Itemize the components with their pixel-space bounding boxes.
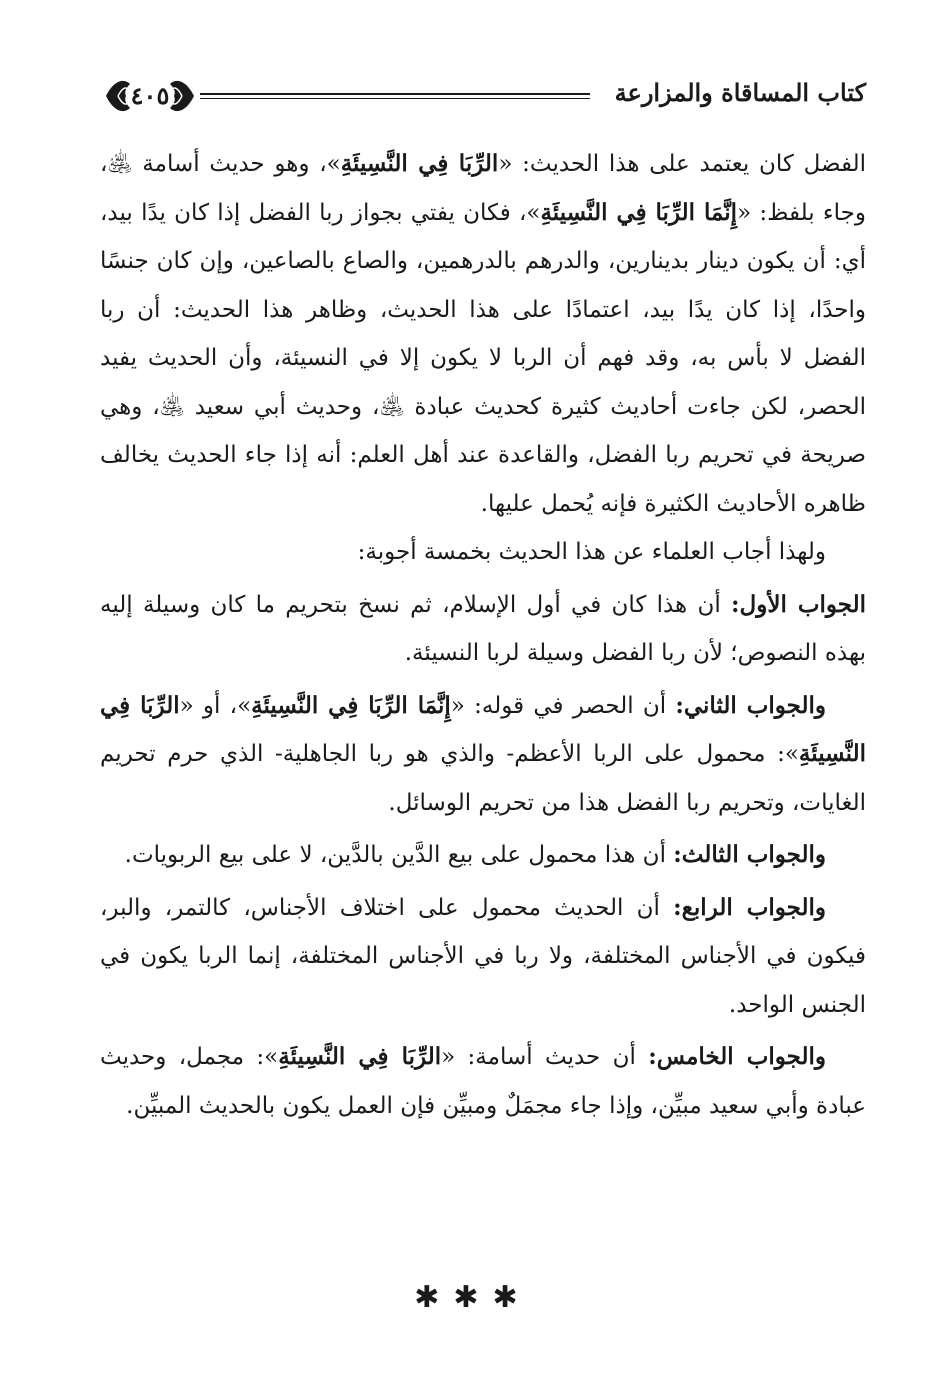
answer-first: الجواب الأول: أن هذا كان في أول الإسلام، ثم نسخ بتحريم ما كان وسيلة إليه بهذه النصوص؛ لأن ربا الفضل وسيلة لربا النسيئة. xyxy=(100,590,866,666)
answer-label: والجواب الرابع: xyxy=(673,893,826,921)
main-text xyxy=(100,140,866,1130)
hadith-quote: إِنَّمَا الرِّبَا فِي النَّسِيئَةِ xyxy=(251,691,451,719)
paragraph-answers-intro: ولهذا أجاب العلماء عن هذا الحديث بخمسة أجوبة: xyxy=(357,539,826,565)
answer-fourth: والجواب الرابع: أن الحديث محمول على اختلاف الأجناس، كالتمر، والبر، فيكون في الأجناس المختلفة، ولا ربا في الأجناس المختلفة، إنما الربا يكون في الجنس الواحد. xyxy=(100,893,866,1018)
page-number: ٤٠٥ xyxy=(130,81,170,110)
hadith-quote: إِنَّمَا الرِّبَا فِي النَّسِيئَةِ xyxy=(540,198,738,226)
answer-fifth: والجواب الخامس: أن حديث أسامة: «الرِّبَا فِي النَّسِيئَةِ»: مجمل، وحديث عبادة وأبي سعيد مبيِّن، وإذا جاء مجمَلٌ ومبيِّن فإن العمل يكون بالحديث المبيِّن. xyxy=(100,1043,866,1119)
answer-label: الجواب الأول: xyxy=(731,590,866,618)
paragraph-intro: الفضل كان يعتمد على هذا الحديث: «الرِّبَا فِي النَّسِيئَةِ»، وهو حديث أسامة ﵁، وجاء بلفظ: «إِنَّمَا الرِّبَا فِي النَّسِيئَةِ»، فكان يفتي بجواز ربا الفضل إذا كان يدًا بيد، أي: أن يكون دينار بدينارين، والدرهم بالدرهمين، والصاع بالصاعين، وإن كان جنسًا واحدًا، إذا كان يدًا بيد، اعتمادًا على هذا الحديث، وظاهر هذا الحديث: أن ربا الفضل لا بأس به، وقد فهم أن الربا لا يكون إلا في النسيئة، وأن الحديث يفيد الحصر، لكن جاءت أحاديث كثيرة كحديث عبادة ﵁، وحديث أبي سعيد ﵁، وهي صريحة في تحريم ربا الفضل، والقاعدة عند أهل العلم: أنه إذا جاء الحديث يخالف ظاهره الأحاديث الكثيرة فإنه يُحمل عليها. xyxy=(100,150,866,517)
answer-label: والجواب الثاني: xyxy=(675,691,826,719)
section-end-ornament-icon: ✱✱✱ xyxy=(414,1280,532,1315)
answer-second: والجواب الثاني: أن الحصر في قوله: «إِنَّمَا الرِّبَا فِي النَّسِيئَةِ»، أو «الرِّبَا فِي النَّسِيئَةِ»: محمول على الربا الأعظم- والذي هو ربا الجاهلية- الذي حرم تحريم الغايات، وتحريم ربا الفضل هذا من تحريم الوسائل. xyxy=(100,691,866,816)
hadith-quote: الرِّبَا فِي النَّسِيئَةِ xyxy=(340,150,499,177)
hadith-quote: الرِّبَا فِي النَّسِيئَةِ xyxy=(100,691,866,767)
header-rule xyxy=(200,93,590,99)
hadith-quote: الرِّبَا فِي النَّسِيئَةِ xyxy=(278,1043,442,1070)
answer-third: والجواب الثالث: أن هذا محمول على بيع الدَّين بالدَّين، لا على بيع الربويات. xyxy=(124,841,826,868)
answer-label: والجواب الخامس: xyxy=(648,1043,827,1070)
book-title: كتاب المساقاة والمزارعة xyxy=(614,78,866,107)
page-header xyxy=(100,70,866,126)
answer-label: والجواب الثالث: xyxy=(673,841,826,868)
